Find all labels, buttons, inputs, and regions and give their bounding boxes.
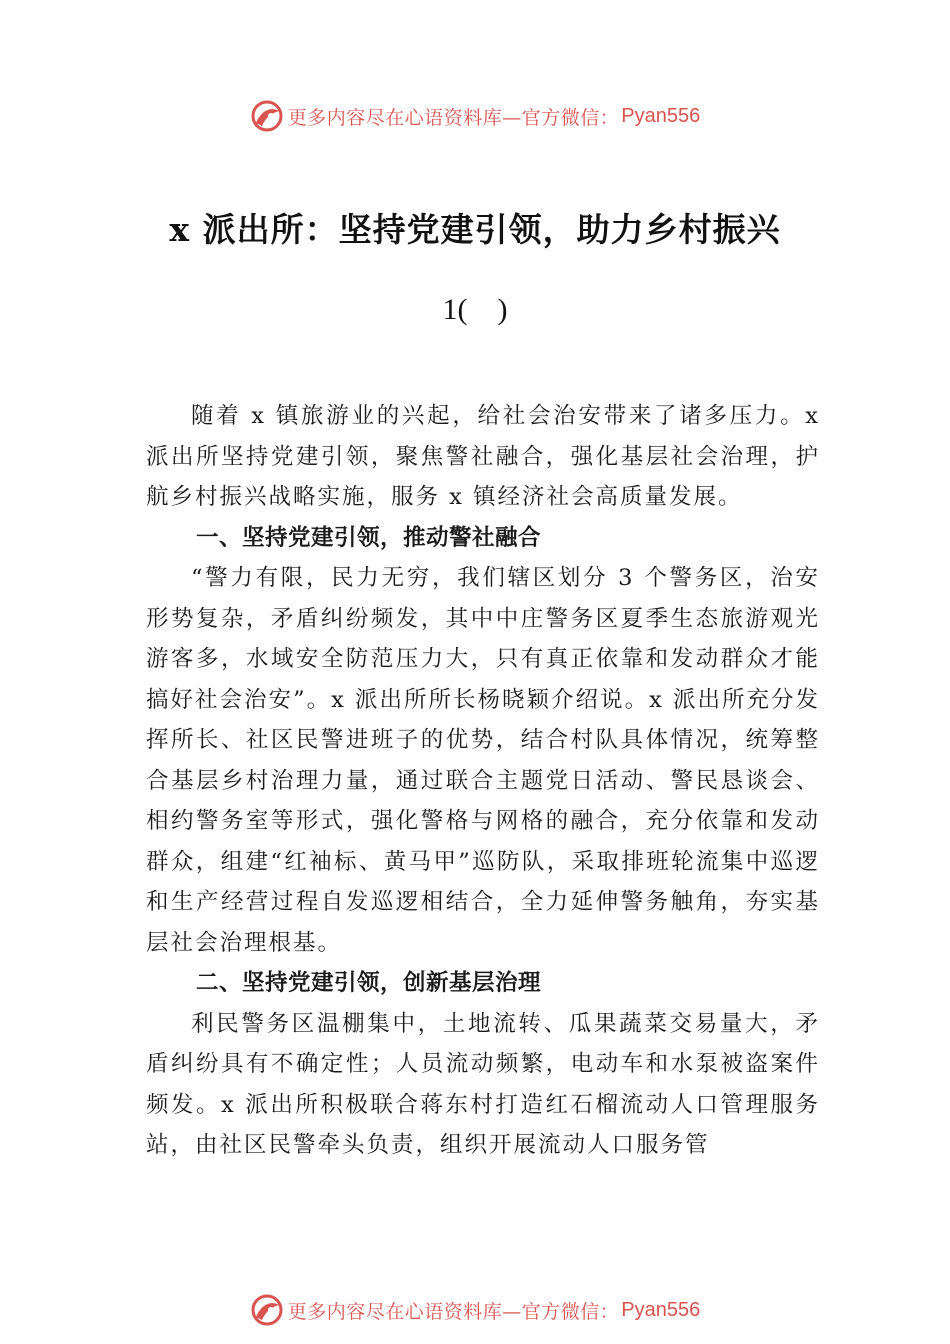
wechat-id: Pyan556 [621, 104, 701, 127]
paragraph-section-1: “警力有限，民力无穷，我们辖区划分 3 个警务区，治安形势复杂，矛盾纠纷频发，其中中庄警务区夏季生态旅游观光游客多，水域安全防范压力大，只有真正依靠和发动群众才能搞好社会治安”。x 派出所所长杨晓颖介绍说。x 派出所充分发挥所长、社区民警进班子的优势，结合村队具体情况，统筹整合基层乡村治理力量，通过联合主题党日活动、警民恳谈会、相约警务室等形式，强化警格与网格的融合，充分依靠和发动群众，组建“红袖标、黄马甲”巡防队，采取排班轮流集中巡逻和生产经营过程自发巡逻相结合，全力延伸警务触角，夯实基层社会治理根基。 [146, 565, 820, 956]
watermark-text: 更多内容尽在心语资料库—官方微信： [287, 1300, 620, 1323]
watermark-text: 更多内容尽在心语资料库—官方微信： [287, 106, 620, 129]
watermark-footer [0, 1290, 950, 1330]
paragraph-intro: 随着 x 镇旅游业的兴起，给社会治安带来了诸多压力。x 派出所坚持党建引领，聚焦警社融合，强化基层社会治理，护航乡村振兴战略实施，服务 x 镇经济社会高质量发展。 [146, 403, 820, 510]
document-title: x 派出所：坚持党建引领，助力乡村振兴 [169, 210, 781, 249]
paragraph-section-2: 利民警务区温棚集中，土地流转、瓜果蔬菜交易量大，矛盾纠纷具有不确定性；人员流动频繁，电动车和水泵被盗案件频发。x 派出所积极联合蒋东村打造红石榴流动人口管理服务站，由社区民警牵头负责，组织开展流动人口服务管 [146, 1010, 820, 1158]
brand-logo-icon [250, 99, 284, 133]
section-heading-1: 一、坚持党建引领，推动警社融合 [196, 524, 542, 551]
document-subtitle: 1( ) [442, 293, 508, 326]
watermark-header [0, 96, 950, 136]
brand-logo-icon [250, 1293, 284, 1327]
section-heading-2: 二、坚持党建引领，创新基层治理 [196, 970, 542, 996]
document-body [146, 396, 820, 1166]
wechat-id: Pyan556 [621, 1298, 701, 1321]
